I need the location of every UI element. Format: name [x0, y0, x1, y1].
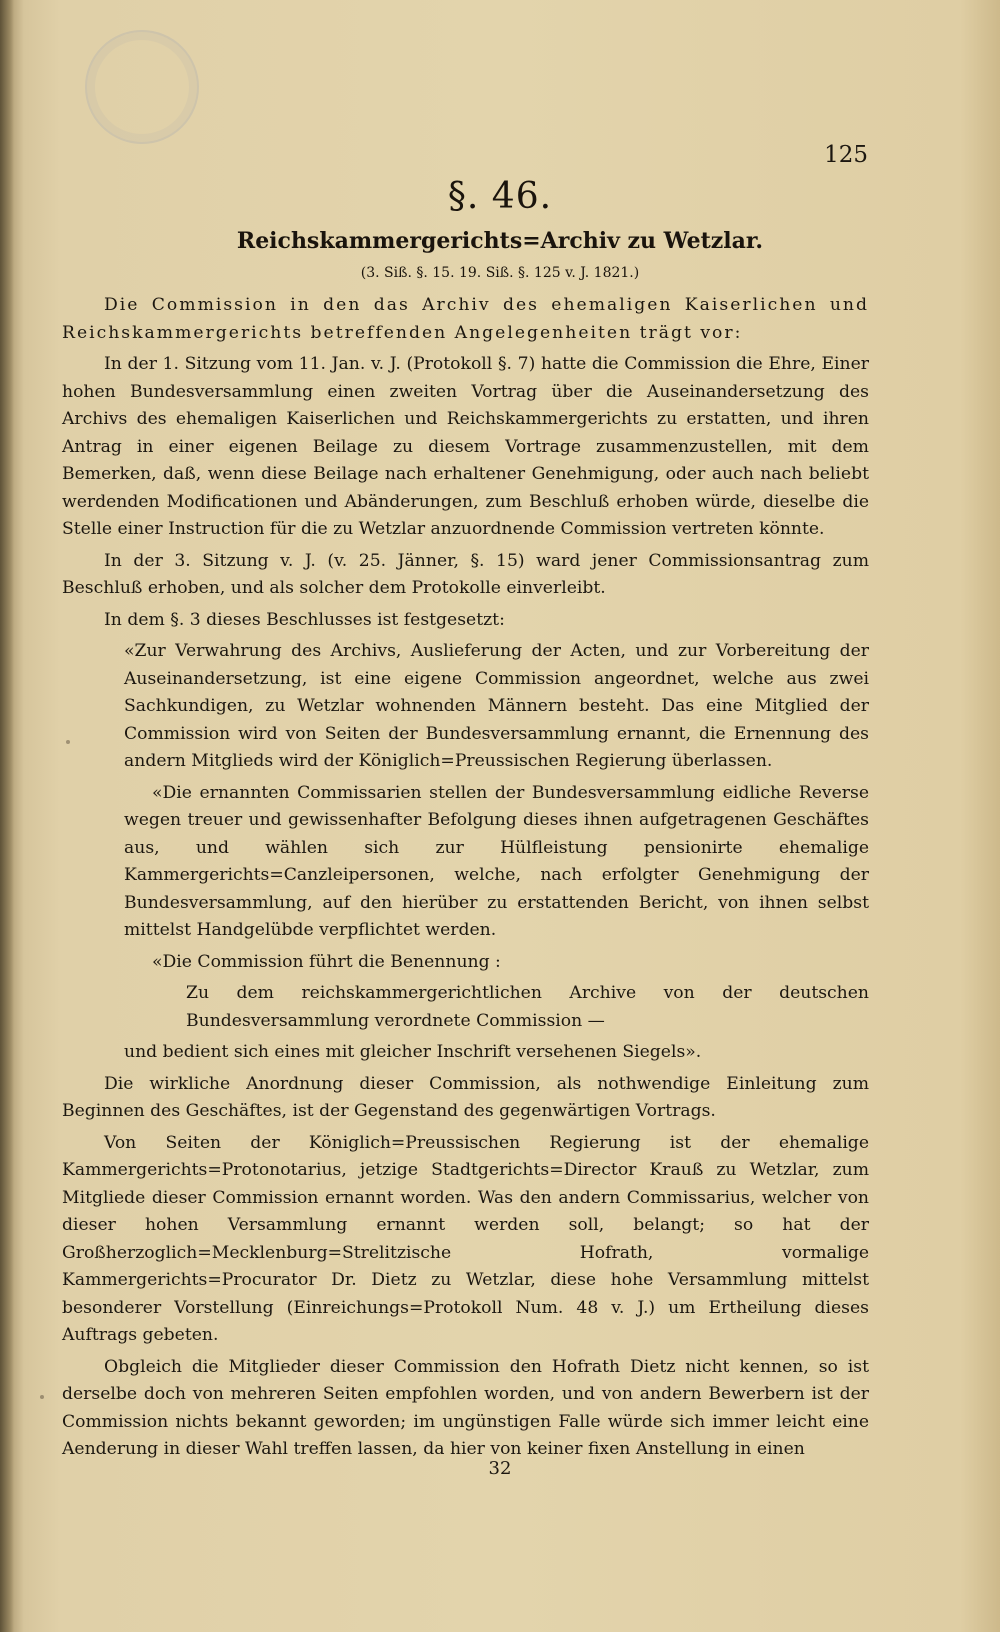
- section-reference: (3. Siß. §. 15. 19. Siß. §. 125 v. J. 1821.): [360, 265, 640, 281]
- body-text: [62, 292, 869, 1468]
- quoted-paragraph-closing: und bedient sich eines mit gleicher Inschrift versehenen Siegels».: [124, 1042, 702, 1062]
- library-stamp-icon: [85, 30, 199, 144]
- section-subtitle: Reichskammergerichts=Archiv zu Wetzlar.: [236, 228, 764, 254]
- paragraph: Obgleich die Mitglieder dieser Commission den Hofrath Dietz nicht kennen, so ist derselbe doch von mehreren Seiten empfohlen worden, und von andern Bewerbern ist der Commission nichts bekannt geworden; im ungünstigen Falle würde sich immer leicht eine Aenderung in dieser Wahl treffen lassen, da hier von keiner fixen Anstellung in einen: [62, 1356, 869, 1459]
- paragraph-intro: Die Commission in den das Archiv des ehemaligen Kaiserlichen und Reichskammergerichts betreffenden Angelegenheiten trägt vor:: [62, 295, 869, 343]
- ink-speck: [66, 740, 70, 744]
- page-number: 125: [824, 142, 868, 168]
- section-title: §. 46.: [447, 176, 553, 217]
- paragraph: In der 3. Sitzung v. J. (v. 25. Jänner, §. 15) ward jener Commissionsantrag zum Beschluß erhoben, und als solcher dem Protokolle einverleibt.: [62, 550, 869, 598]
- quoted-paragraph: «Die ernannten Commissarien stellen der Bundesversammlung eidliche Reverse wegen treuer und gewissenhafter Befolgung dieses ihnen aufgetragenen Geschäftes aus, und wählen sich zur Hülfleistung pensionirte ehemalige Kammergerichts=Canzleipersonen, welche, nach erfolgter Genehmigung der Bundesversammlung, auf den hierüber zu erstattenden Bericht, von ihnen selbst mittelst Handgelübde verpflichtet werden.: [124, 782, 869, 940]
- paragraph: In der 1. Sitzung vom 11. Jan. v. J. (Protokoll §. 7) hatte die Commission die Ehre, Einer hohen Bundesversammlung einen zweiten Vortrag über die Auseinandersetzung des Archivs des ehemaligen Kaiserlichen und Reichskammergerichts zu erstatten, und ihren Antrag in einer eigenen Beilage zu diesem Vortrage zusammenzustellen, mit dem Bemerken, daß, wenn diese Beilage nach erhaltener Genehmigung, oder auch nach beliebt werdenden Modificationen und Abänderungen, zum Beschluß erhoben würde, dieselbe die Stelle einer Instruction für die zu Wetzlar anzuordnende Commission vertreten könnte.: [62, 354, 869, 539]
- paragraph: In dem §. 3 dieses Beschlusses ist festgesetzt:: [104, 609, 505, 630]
- paragraph: Die wirkliche Anordnung dieser Commission, als nothwendige Einleitung zum Beginnen des Geschäftes, ist der Gegenstand des gegenwärtigen Vortrags.: [62, 1073, 869, 1121]
- quoted-paragraph: «Zur Verwahrung des Archivs, Auslieferung der Acten, und zur Vorbereitung der Auseinandersetzung, ist eine eigene Commission angeordnet, welche aus zwei Sachkundigen, zu Wetzlar wohnenden Männern besteht. Das eine Mitglied der Commission wird von Seiten der Bundesversammlung ernannt, die Ernennung des andern Mitglieds wird der Königlich=Preussischen Regierung überlassen.: [124, 641, 869, 771]
- printer-signature-mark: 32: [488, 1458, 512, 1479]
- paragraph: Von Seiten der Königlich=Preussischen Regierung ist der ehemalige Kammergerichts=Protonotarius, jetzige Stadtgerichts=Director Krauß zu Wetzlar, zum Mitgliede dieser Commission ernannt worden. Was den andern Commissarius, welcher von dieser hohen Versammlung ernannt werden soll, belangt; so hat der Großherzoglich=Mecklenburg=Strelitzische Hofrath, vormalige Kammergerichts=Procurator Dr. Dietz zu Wetzlar, diese hohe Versammlung mittelst besonderer Vorstellung (Einreichungs=Protokoll Num. 48 v. J.) um Ertheilung dieses Auftrags gebeten.: [62, 1132, 869, 1345]
- ink-speck: [40, 1395, 44, 1399]
- commission-designation: Zu dem reichskammergerichtlichen Archive von der deutschen Bundesversammlung verordnete Commission —: [186, 983, 869, 1031]
- quoted-paragraph: «Die Commission führt die Benennung :: [152, 951, 501, 972]
